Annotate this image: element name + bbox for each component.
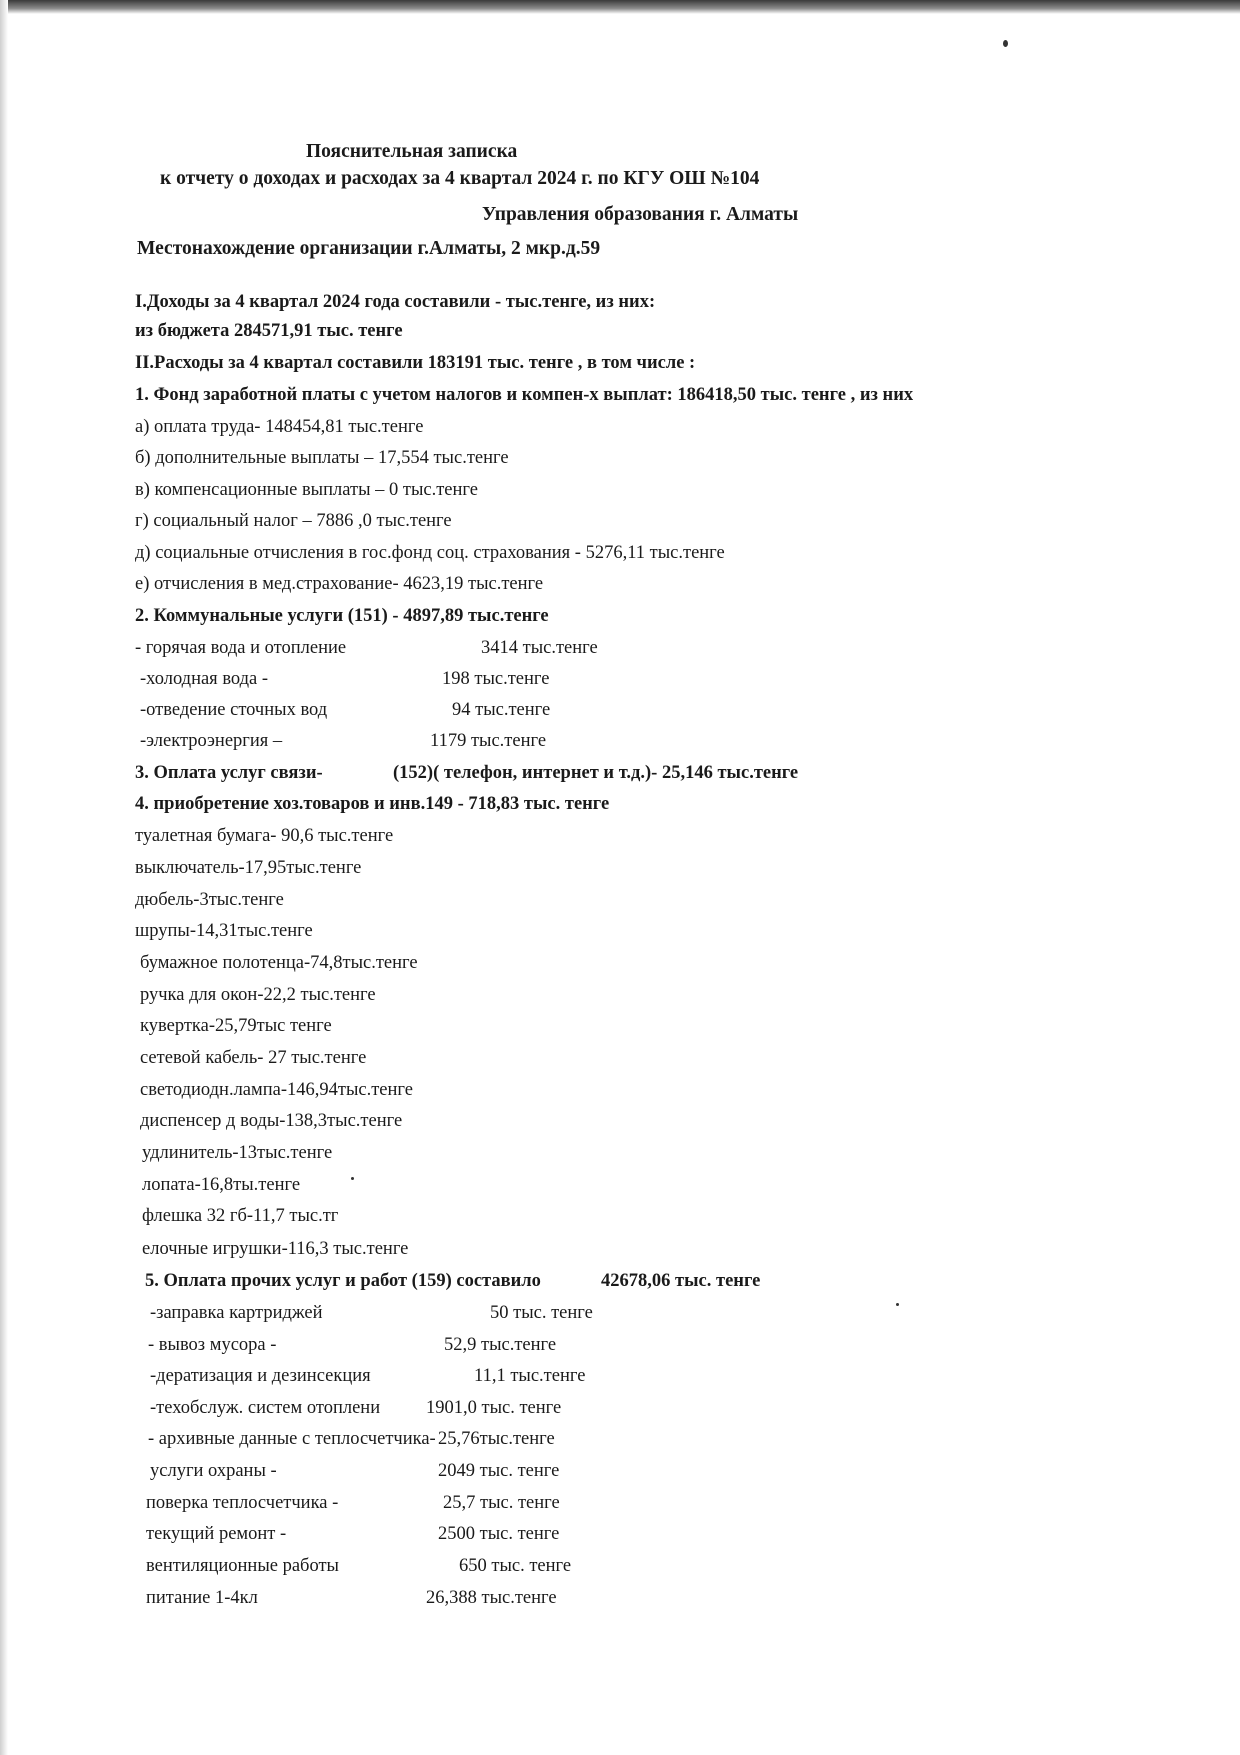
household-heading: 4. приобретение хоз.товаров и инв.149 - 718,83 тыс. тенге	[135, 794, 610, 814]
income-budget: из бюджета 284571,91 тыс. тенге	[135, 321, 403, 341]
household-item: диспенсер д воды-138,3тыс.тенге	[140, 1111, 403, 1131]
service-row	[150, 1365, 586, 1387]
utility-label: -электроэнергия –	[140, 731, 283, 751]
service-label: вентиляционные работы	[146, 1556, 339, 1576]
service-row	[150, 1460, 560, 1482]
service-value: 2049 тыс. тенге	[438, 1461, 560, 1481]
household-item: елочные игрушки-116,3 тыс.тенге	[142, 1239, 409, 1259]
utility-value: 1179 тыс.тенге	[430, 731, 547, 751]
document-location: Местонахождение организации г.Алматы, 2 мкр.д.59	[137, 238, 601, 259]
document-department: Управления образования г. Алматы	[482, 204, 799, 225]
household-item: дюбель-3тыс.тенге	[135, 890, 284, 910]
service-row	[146, 1523, 560, 1545]
service-label: - архивные данные с теплосчетчика-	[148, 1429, 436, 1449]
household-item: туалетная бумага- 90,6 тыс.тенге	[135, 826, 394, 846]
utility-label: -отведение сточных вод	[140, 700, 328, 720]
service-value: 26,388 тыс.тенге	[426, 1588, 557, 1608]
household-item: флешка 32 гб-11,7 тыс.тг	[142, 1206, 339, 1226]
service-row	[150, 1302, 593, 1324]
service-row	[148, 1428, 555, 1450]
service-label: -техобслуж. систем отоплени	[150, 1398, 381, 1418]
utility-row	[140, 730, 547, 752]
service-label: текущий ремонт -	[146, 1524, 287, 1544]
household-item: бумажное полотенца-74,8тыс.тенге	[140, 953, 418, 973]
household-item: лопата-16,8ты.тенге	[142, 1175, 301, 1195]
service-value: 650 тыс. тенге	[459, 1556, 572, 1576]
utility-label: -холодная вода -	[140, 669, 269, 689]
communication-label: 3. Оплата услуг связи-	[135, 763, 323, 783]
service-value: 2500 тыс. тенге	[438, 1524, 560, 1544]
other-services-heading: 5. Оплата прочих услуг и работ (159) составило	[145, 1271, 541, 1291]
scan-speck	[1003, 40, 1008, 47]
payroll-item: а) оплата труда- 148454,81 тыс.тенге	[135, 417, 424, 437]
service-row	[148, 1334, 557, 1356]
household-item: выключатель-17,95тыс.тенге	[135, 858, 362, 878]
household-item: сетевой кабель- 27 тыс.тенге	[140, 1048, 367, 1068]
scan-speck	[896, 1303, 899, 1306]
income-heading: I.Доходы за 4 квартал 2024 года составили - тыс.тенге, из них:	[135, 292, 656, 312]
service-value: 52,9 тыс.тенге	[444, 1335, 557, 1355]
household-item: удлинитель-13тыс.тенге	[142, 1143, 333, 1163]
other-services-total: 42678,06 тыс. тенге	[601, 1271, 761, 1291]
household-item: кувертка-25,79тыс тенге	[140, 1016, 332, 1036]
communication-detail: (152)( телефон, интернет и т.д.)- 25,146 тыс.тенге	[393, 763, 799, 783]
service-row	[150, 1397, 562, 1419]
scan-speck	[351, 1177, 354, 1180]
service-label: -дератизация и дезинсекция	[150, 1366, 371, 1386]
other-services-row	[145, 1270, 761, 1292]
payroll-item: е) отчисления в мед.страхование- 4623,19 тыс.тенге	[135, 574, 544, 594]
household-item: ручка для окон-22,2 тыс.тенге	[140, 985, 376, 1005]
utility-row	[140, 699, 551, 721]
communication-row	[135, 762, 799, 784]
household-item: шрупы-14,31тыс.тенге	[135, 921, 313, 941]
payroll-item: д) социальные отчисления в гос.фонд соц. страхования - 5276,11 тыс.тенге	[135, 543, 725, 563]
payroll-heading: 1. Фонд заработной платы с учетом налогов и компен-х выплат: 186418,50 тыс. тенге , из них	[135, 385, 914, 405]
service-label: питание 1-4кл	[146, 1588, 258, 1608]
service-label: поверка теплосчетчика -	[146, 1493, 339, 1513]
household-item: светодиодн.лампа-146,94тыс.тенге	[140, 1080, 413, 1100]
service-value: 1901,0 тыс. тенге	[426, 1398, 562, 1418]
service-row	[146, 1555, 572, 1577]
utility-row	[135, 637, 598, 659]
service-label: - вывоз мусора -	[148, 1335, 277, 1355]
utility-value: 3414 тыс.тенге	[481, 638, 598, 658]
payroll-item: в) компенсационные выплаты – 0 тыс.тенге	[135, 480, 478, 500]
utility-label: - горячая вода и отопление	[135, 638, 347, 658]
document-subtitle: к отчету о доходах и расходах за 4 квартал 2024 г. по КГУ ОШ №104	[160, 168, 760, 189]
payroll-item: б) дополнительные выплаты – 17,554 тыс.тенге	[135, 448, 509, 468]
service-value: 50 тыс. тенге	[490, 1303, 593, 1323]
service-row	[146, 1587, 557, 1609]
expenses-heading: II.Расходы за 4 квартал составили 183191 тыс. тенге , в том числе :	[135, 353, 696, 373]
service-label: -заправка картриджей	[150, 1303, 323, 1323]
document-title: Пояснительная записка	[306, 141, 518, 162]
utility-value: 198 тыс.тенге	[442, 669, 550, 689]
service-value: 11,1 тыс.тенге	[474, 1366, 586, 1386]
service-value: 25,7 тыс. тенге	[443, 1493, 560, 1513]
payroll-item: г) социальный налог – 7886 ,0 тыс.тенге	[135, 511, 452, 531]
utility-row	[140, 668, 550, 690]
utilities-heading: 2. Коммунальные услуги (151) - 4897,89 тыс.тенге	[135, 606, 549, 626]
service-value: 25,76тыс.тенге	[438, 1429, 555, 1449]
service-row	[146, 1492, 560, 1514]
utility-value: 94 тыс.тенге	[452, 700, 551, 720]
service-label: услуги охраны -	[150, 1461, 277, 1481]
